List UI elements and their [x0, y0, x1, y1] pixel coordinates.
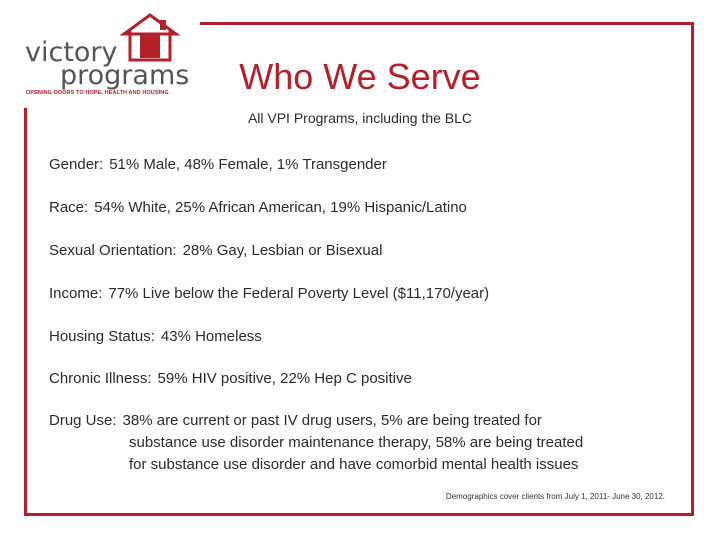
- fact-label: Race:: [49, 199, 89, 216]
- logo-word-victory: victory: [25, 37, 118, 68]
- drug-use-line-2: substance use disorder maintenance therapy, 58% are being treated: [129, 434, 584, 451]
- fact-text: 38% are current or past IV drug users, 5% are being treated for: [122, 412, 542, 429]
- fact-drug-use: [49, 410, 583, 476]
- fact-income: [49, 283, 489, 305]
- fact-text: 28% Gay, Lesbian or Bisexual: [182, 242, 383, 259]
- slide-title: Who We Serve: [239, 56, 481, 97]
- fact-chronic-illness: [49, 368, 412, 390]
- fact-text: 54% White, 25% African American, 19% Hispanic/Latino: [94, 199, 467, 216]
- drug-use-line-3: for substance use disorder and have comorbid mental health issues: [129, 456, 579, 473]
- fact-label: Sexual Orientation:: [49, 242, 177, 259]
- fact-text: 43% Homeless: [160, 328, 262, 345]
- fact-sexual-orientation: [49, 240, 382, 262]
- fact-label: Income:: [49, 285, 103, 302]
- fact-text: 51% Male, 48% Female, 1% Transgender: [109, 156, 387, 173]
- logo-tagline: OPENING DOORS TO HOPE, HEALTH AND HOUSING: [26, 90, 169, 96]
- fact-label: Housing Status:: [49, 328, 155, 345]
- logo-word-programs: programs: [60, 60, 190, 91]
- fact-housing-status: [49, 326, 262, 348]
- fact-label: Gender:: [49, 156, 104, 173]
- drug-use-line-1: [49, 410, 583, 432]
- slide-subtitle: All VPI Programs, including the BLC: [247, 110, 473, 126]
- fact-label: Chronic Illness:: [49, 370, 152, 387]
- footnote: Demographics cover clients from July 1, 2011- June 30, 2012.: [445, 492, 665, 501]
- fact-text: 59% HIV positive, 22% Hep C positive: [157, 370, 412, 387]
- fact-text: 77% Live below the Federal Poverty Level ($11,170/year): [108, 285, 490, 302]
- fact-gender: [49, 154, 387, 176]
- fact-label: Drug Use:: [49, 412, 117, 429]
- fact-race: [49, 197, 467, 219]
- logo: [0, 0, 200, 108]
- house-icon: [118, 12, 182, 64]
